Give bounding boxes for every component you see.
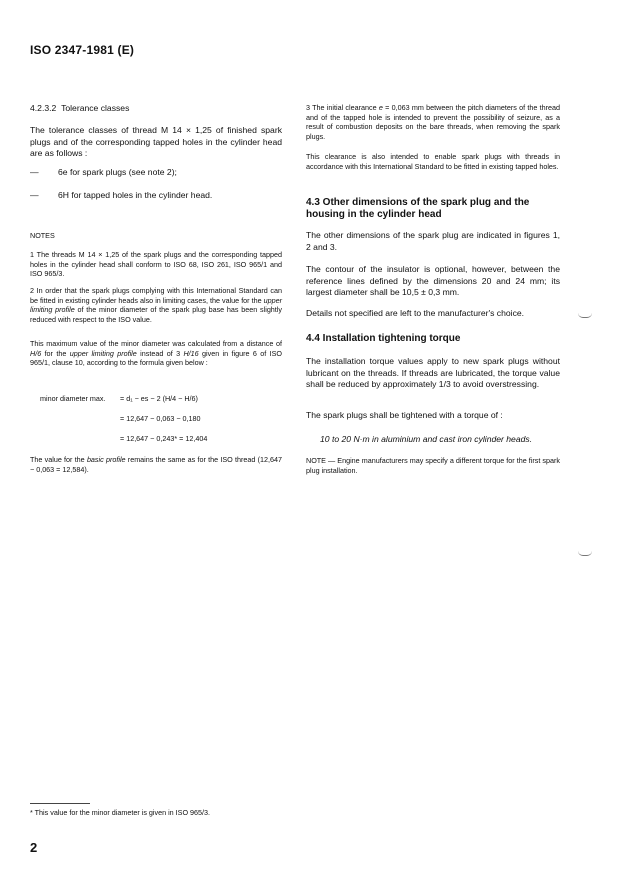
section-4-3-paragraph-1: The other dimensions of the spark plug are indicated in figures 1, 2 and 3. <box>306 230 560 252</box>
formula-step-2: = 12,647 − 0,063 − 0,180 <box>120 414 201 423</box>
note-1: 1 The threads M 14 × 1,25 of the spark plugs and the corresponding tapped holes in the cylinder head shall conform to ISO 68, ISO 261, ISO 965/1 and ISO 965/3. <box>30 250 282 279</box>
list-item-text: 6e for spark plugs (see note 2); <box>58 167 177 177</box>
document-header: ISO 2347-1981 (E) <box>30 43 135 57</box>
margin-mark <box>578 551 592 556</box>
note-2: 2 In order that the spark plugs complying with this International Standard can be fitted in existing cylinder heads also in limiting cases, the value for the upper limiting profile of the minor diameter of the spark plug base has been slightly reduced with respect to the ISO value. <box>30 286 283 324</box>
note-3-continuation: This clearance is also intended to enable spark plugs with threads in accordance with this International Standard to be fitted in existing tapped holes. <box>306 152 560 171</box>
calculation-note: This maximum value of the minor diameter was calculated from a distance of H/6 for the upper limiting profile instead of 3 H/16 given in figure 6 of ISO 965/1, clause 10, according to the formula given below : <box>30 339 282 368</box>
basic-profile-note: The value for the basic profile remains the same as for the ISO thread (12,647 − 0,063 = 12,584). <box>30 455 282 474</box>
margin-mark <box>578 313 592 318</box>
formula-step-3: = 12,647 − 0,243* = 12,404 <box>120 434 208 443</box>
section-4-3-paragraph-2: The contour of the insulator is optional, however, between the reference lines defined by the dimensions 20 and 24 mm; its largest diameter shall be 10,5 ± 0,3 mm. <box>306 264 560 297</box>
list-item-text: 6H for tapped holes in the cylinder head. <box>58 190 213 200</box>
tolerance-intro: The tolerance classes of thread M 14 × 1,25 of finished spark plugs and of the corresponding tapped holes in the cylinder head are as follows : <box>30 125 282 158</box>
dash-bullet: — <box>30 190 39 200</box>
note-3: 3 The initial clearance e = 0,063 mm between the pitch diameters of the thread and of the tapped hole is intended to prevent the possibility of seizure, as a result of combustion deposits on the bare threads, when removing the spark plugs. <box>306 103 561 141</box>
page-number: 2 <box>30 840 38 855</box>
notes-heading: NOTES <box>30 231 55 240</box>
section-4-3-paragraph-3: Details not specified are left to the manufacturer's choice. <box>306 308 525 318</box>
section-title: Tolerance classes <box>61 103 130 113</box>
section-4-4-note: NOTE — Engine manufacturers may specify a different torque for the first spark plug installation. <box>306 456 560 475</box>
formula-label: minor diameter max. <box>40 394 106 403</box>
section-4-4-paragraph-2: The spark plugs shall be tightened with a torque of : <box>306 410 503 420</box>
footnote: * This value for the minor diameter is given in ISO 965/3. <box>30 808 211 817</box>
formula-equation: = d₁ − es − 2 (H/4 − H/6) <box>120 394 198 403</box>
dash-bullet: — <box>30 167 39 177</box>
section-4-2-3-2-heading <box>30 103 129 113</box>
section-4-4-paragraph-1: The installation torque values apply to new spark plugs without lubricant on the threads. If threads are lubricated, the torque value shall be reduced by approximately 1/3 to avoid overstressing. <box>306 356 560 389</box>
section-4-4-heading: 4.4 Installation tightening torque <box>306 333 461 344</box>
section-4-3-heading: 4.3 Other dimensions of the spark plug and the housing in the cylinder head <box>306 197 530 220</box>
section-number: 4.2.3.2 <box>30 103 57 113</box>
torque-specification: 10 to 20 N·m in aluminium and cast iron cylinder heads. <box>320 434 533 444</box>
footnote-rule <box>30 803 90 804</box>
